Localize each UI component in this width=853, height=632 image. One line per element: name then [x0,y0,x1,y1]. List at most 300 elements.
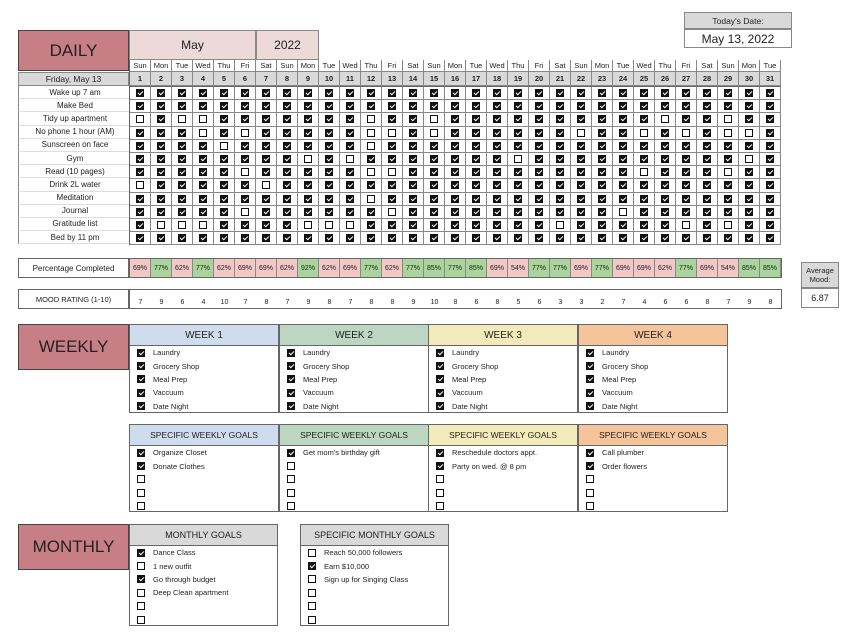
habit-checkbox[interactable] [640,234,648,242]
habit-checkbox[interactable] [283,195,291,203]
habit-checkbox[interactable] [367,89,375,97]
habit-checkbox[interactable] [640,208,648,216]
habit-checkbox[interactable] [514,234,522,242]
habit-checkbox[interactable] [262,142,270,150]
habit-checkbox[interactable] [325,221,333,229]
habit-checkbox[interactable] [745,155,753,163]
habit-checkbox[interactable] [724,208,732,216]
habit-checkbox[interactable] [367,168,375,176]
habit-checkbox[interactable] [493,89,501,97]
task-checkbox[interactable] [586,362,594,370]
habit-checkbox[interactable] [409,181,417,189]
habit-checkbox[interactable] [325,181,333,189]
habit-checkbox[interactable] [619,181,627,189]
habit-checkbox[interactable] [346,181,354,189]
habit-checkbox[interactable] [241,168,249,176]
habit-checkbox[interactable] [472,142,480,150]
habit-checkbox[interactable] [535,142,543,150]
task-checkbox[interactable] [586,389,594,397]
habit-checkbox[interactable] [535,234,543,242]
habit-checkbox[interactable] [409,142,417,150]
goal-checkbox[interactable] [436,502,444,510]
goal-checkbox[interactable] [436,462,444,470]
habit-checkbox[interactable] [535,129,543,137]
habit-checkbox[interactable] [178,89,186,97]
habit-checkbox[interactable] [430,221,438,229]
habit-checkbox[interactable] [283,181,291,189]
habit-checkbox[interactable] [745,234,753,242]
habit-checkbox[interactable] [136,155,144,163]
habit-checkbox[interactable] [304,155,312,163]
habit-checkbox[interactable] [577,115,585,123]
habit-checkbox[interactable] [157,129,165,137]
habit-checkbox[interactable] [535,195,543,203]
habit-checkbox[interactable] [136,168,144,176]
habit-checkbox[interactable] [325,234,333,242]
habit-checkbox[interactable] [619,102,627,110]
habit-checkbox[interactable] [136,115,144,123]
habit-checkbox[interactable] [325,129,333,137]
task-checkbox[interactable] [287,402,295,410]
habit-checkbox[interactable] [178,168,186,176]
habit-checkbox[interactable] [157,115,165,123]
habit-checkbox[interactable] [577,89,585,97]
habit-checkbox[interactable] [556,129,564,137]
habit-checkbox[interactable] [178,234,186,242]
habit-checkbox[interactable] [619,208,627,216]
habit-checkbox[interactable] [304,142,312,150]
habit-checkbox[interactable] [703,115,711,123]
habit-checkbox[interactable] [640,221,648,229]
habit-checkbox[interactable] [199,234,207,242]
habit-checkbox[interactable] [556,142,564,150]
habit-checkbox[interactable] [388,89,396,97]
habit-checkbox[interactable] [619,155,627,163]
habit-checkbox[interactable] [661,234,669,242]
habit-checkbox[interactable] [136,181,144,189]
habit-checkbox[interactable] [388,181,396,189]
habit-checkbox[interactable] [283,168,291,176]
habit-checkbox[interactable] [472,168,480,176]
habit-checkbox[interactable] [514,102,522,110]
task-checkbox[interactable] [137,375,145,383]
task-checkbox[interactable] [287,375,295,383]
habit-checkbox[interactable] [178,155,186,163]
habit-checkbox[interactable] [661,221,669,229]
habit-checkbox[interactable] [556,208,564,216]
habit-checkbox[interactable] [409,89,417,97]
goal-checkbox[interactable] [436,449,444,457]
habit-checkbox[interactable] [493,155,501,163]
monthly-goal-checkbox[interactable] [308,616,316,624]
habit-checkbox[interactable] [304,208,312,216]
habit-checkbox[interactable] [724,142,732,150]
habit-checkbox[interactable] [535,168,543,176]
habit-checkbox[interactable] [514,155,522,163]
habit-checkbox[interactable] [661,102,669,110]
habit-checkbox[interactable] [178,221,186,229]
habit-checkbox[interactable] [346,155,354,163]
habit-checkbox[interactable] [598,155,606,163]
habit-checkbox[interactable] [241,155,249,163]
habit-checkbox[interactable] [745,142,753,150]
habit-checkbox[interactable] [556,234,564,242]
habit-checkbox[interactable] [472,208,480,216]
monthly-goal-checkbox[interactable] [137,616,145,624]
monthly-goal-checkbox[interactable] [137,602,145,610]
habit-checkbox[interactable] [136,208,144,216]
habit-checkbox[interactable] [472,102,480,110]
goal-checkbox[interactable] [287,449,295,457]
habit-checkbox[interactable] [577,234,585,242]
habit-checkbox[interactable] [766,129,774,137]
habit-checkbox[interactable] [409,115,417,123]
habit-checkbox[interactable] [724,129,732,137]
task-checkbox[interactable] [436,389,444,397]
habit-checkbox[interactable] [430,142,438,150]
monthly-goal-checkbox[interactable] [308,602,316,610]
habit-checkbox[interactable] [262,89,270,97]
habit-checkbox[interactable] [262,129,270,137]
goal-checkbox[interactable] [287,462,295,470]
habit-checkbox[interactable] [724,168,732,176]
task-checkbox[interactable] [287,362,295,370]
habit-checkbox[interactable] [535,102,543,110]
habit-checkbox[interactable] [766,181,774,189]
habit-checkbox[interactable] [178,142,186,150]
habit-checkbox[interactable] [535,115,543,123]
habit-checkbox[interactable] [640,195,648,203]
habit-checkbox[interactable] [682,142,690,150]
habit-checkbox[interactable] [430,102,438,110]
task-checkbox[interactable] [436,375,444,383]
habit-checkbox[interactable] [724,155,732,163]
habit-checkbox[interactable] [325,208,333,216]
habit-checkbox[interactable] [577,221,585,229]
habit-checkbox[interactable] [598,89,606,97]
goal-checkbox[interactable] [287,489,295,497]
habit-checkbox[interactable] [157,102,165,110]
habit-checkbox[interactable] [703,168,711,176]
habit-checkbox[interactable] [472,221,480,229]
habit-checkbox[interactable] [514,168,522,176]
habit-checkbox[interactable] [703,142,711,150]
habit-checkbox[interactable] [388,221,396,229]
habit-checkbox[interactable] [409,102,417,110]
habit-checkbox[interactable] [136,221,144,229]
habit-checkbox[interactable] [220,221,228,229]
habit-checkbox[interactable] [556,155,564,163]
habit-checkbox[interactable] [472,115,480,123]
habit-checkbox[interactable] [577,142,585,150]
goal-checkbox[interactable] [137,462,145,470]
habit-checkbox[interactable] [304,115,312,123]
goal-checkbox[interactable] [436,475,444,483]
habit-checkbox[interactable] [409,129,417,137]
habit-checkbox[interactable] [262,168,270,176]
habit-checkbox[interactable] [283,89,291,97]
habit-checkbox[interactable] [556,115,564,123]
habit-checkbox[interactable] [451,234,459,242]
habit-checkbox[interactable] [703,234,711,242]
habit-checkbox[interactable] [262,208,270,216]
habit-checkbox[interactable] [682,234,690,242]
habit-checkbox[interactable] [703,208,711,216]
habit-checkbox[interactable] [136,129,144,137]
goal-checkbox[interactable] [137,449,145,457]
habit-checkbox[interactable] [430,195,438,203]
habit-checkbox[interactable] [514,115,522,123]
habit-checkbox[interactable] [220,129,228,137]
habit-checkbox[interactable] [409,208,417,216]
goal-checkbox[interactable] [586,475,594,483]
task-checkbox[interactable] [137,362,145,370]
habit-checkbox[interactable] [619,129,627,137]
habit-checkbox[interactable] [682,89,690,97]
habit-checkbox[interactable] [535,89,543,97]
habit-checkbox[interactable] [493,195,501,203]
habit-checkbox[interactable] [346,168,354,176]
habit-checkbox[interactable] [262,221,270,229]
task-checkbox[interactable] [586,402,594,410]
habit-checkbox[interactable] [493,102,501,110]
habit-checkbox[interactable] [703,221,711,229]
habit-checkbox[interactable] [493,129,501,137]
habit-checkbox[interactable] [745,181,753,189]
habit-checkbox[interactable] [283,129,291,137]
habit-checkbox[interactable] [304,168,312,176]
habit-checkbox[interactable] [367,142,375,150]
habit-checkbox[interactable] [388,155,396,163]
habit-checkbox[interactable] [535,221,543,229]
habit-checkbox[interactable] [682,102,690,110]
habit-checkbox[interactable] [598,142,606,150]
habit-checkbox[interactable] [451,115,459,123]
habit-checkbox[interactable] [661,142,669,150]
habit-checkbox[interactable] [472,89,480,97]
habit-checkbox[interactable] [388,208,396,216]
habit-checkbox[interactable] [367,181,375,189]
habit-checkbox[interactable] [178,181,186,189]
habit-checkbox[interactable] [745,221,753,229]
habit-checkbox[interactable] [430,89,438,97]
habit-checkbox[interactable] [724,221,732,229]
habit-checkbox[interactable] [598,102,606,110]
goal-checkbox[interactable] [287,502,295,510]
habit-checkbox[interactable] [409,168,417,176]
habit-checkbox[interactable] [220,89,228,97]
habit-checkbox[interactable] [262,115,270,123]
habit-checkbox[interactable] [451,168,459,176]
habit-checkbox[interactable] [640,168,648,176]
habit-checkbox[interactable] [619,115,627,123]
habit-checkbox[interactable] [661,115,669,123]
habit-checkbox[interactable] [178,102,186,110]
habit-checkbox[interactable] [241,89,249,97]
habit-checkbox[interactable] [556,168,564,176]
habit-checkbox[interactable] [220,208,228,216]
habit-checkbox[interactable] [409,195,417,203]
task-checkbox[interactable] [586,375,594,383]
goal-checkbox[interactable] [586,462,594,470]
habit-checkbox[interactable] [745,89,753,97]
habit-checkbox[interactable] [346,234,354,242]
habit-checkbox[interactable] [598,195,606,203]
habit-checkbox[interactable] [619,89,627,97]
habit-checkbox[interactable] [556,102,564,110]
habit-checkbox[interactable] [367,129,375,137]
habit-checkbox[interactable] [451,208,459,216]
habit-checkbox[interactable] [724,181,732,189]
habit-checkbox[interactable] [220,168,228,176]
habit-checkbox[interactable] [661,155,669,163]
habit-checkbox[interactable] [472,129,480,137]
habit-checkbox[interactable] [220,142,228,150]
habit-checkbox[interactable] [220,181,228,189]
habit-checkbox[interactable] [262,155,270,163]
habit-checkbox[interactable] [262,195,270,203]
habit-checkbox[interactable] [514,142,522,150]
habit-checkbox[interactable] [682,221,690,229]
habit-checkbox[interactable] [703,155,711,163]
habit-checkbox[interactable] [703,181,711,189]
habit-checkbox[interactable] [745,195,753,203]
habit-checkbox[interactable] [241,102,249,110]
habit-checkbox[interactable] [346,115,354,123]
habit-checkbox[interactable] [598,208,606,216]
habit-checkbox[interactable] [388,129,396,137]
habit-checkbox[interactable] [577,208,585,216]
habit-checkbox[interactable] [346,208,354,216]
habit-checkbox[interactable] [199,221,207,229]
habit-checkbox[interactable] [199,115,207,123]
habit-checkbox[interactable] [220,234,228,242]
habit-checkbox[interactable] [304,181,312,189]
habit-checkbox[interactable] [556,89,564,97]
habit-checkbox[interactable] [766,208,774,216]
habit-checkbox[interactable] [493,234,501,242]
habit-checkbox[interactable] [430,181,438,189]
monthly-goal-checkbox[interactable] [137,549,145,557]
habit-checkbox[interactable] [682,115,690,123]
habit-checkbox[interactable] [346,129,354,137]
habit-checkbox[interactable] [304,221,312,229]
habit-checkbox[interactable] [766,115,774,123]
habit-checkbox[interactable] [745,102,753,110]
goal-checkbox[interactable] [586,502,594,510]
habit-checkbox[interactable] [157,168,165,176]
habit-checkbox[interactable] [157,89,165,97]
monthly-goal-checkbox[interactable] [308,589,316,597]
habit-checkbox[interactable] [619,221,627,229]
habit-checkbox[interactable] [304,234,312,242]
habit-checkbox[interactable] [703,195,711,203]
habit-checkbox[interactable] [682,208,690,216]
habit-checkbox[interactable] [241,234,249,242]
habit-checkbox[interactable] [220,155,228,163]
goal-checkbox[interactable] [137,489,145,497]
habit-checkbox[interactable] [766,221,774,229]
habit-checkbox[interactable] [724,115,732,123]
habit-checkbox[interactable] [598,234,606,242]
habit-checkbox[interactable] [724,195,732,203]
habit-checkbox[interactable] [661,168,669,176]
habit-checkbox[interactable] [220,102,228,110]
habit-checkbox[interactable] [703,129,711,137]
habit-checkbox[interactable] [451,129,459,137]
task-checkbox[interactable] [436,349,444,357]
habit-checkbox[interactable] [640,155,648,163]
habit-checkbox[interactable] [724,102,732,110]
habit-checkbox[interactable] [766,155,774,163]
task-checkbox[interactable] [137,402,145,410]
habit-checkbox[interactable] [346,102,354,110]
habit-checkbox[interactable] [241,115,249,123]
habit-checkbox[interactable] [388,168,396,176]
habit-checkbox[interactable] [703,102,711,110]
habit-checkbox[interactable] [766,89,774,97]
habit-checkbox[interactable] [493,181,501,189]
habit-checkbox[interactable] [325,155,333,163]
habit-checkbox[interactable] [157,155,165,163]
habit-checkbox[interactable] [640,115,648,123]
habit-checkbox[interactable] [283,208,291,216]
habit-checkbox[interactable] [703,89,711,97]
habit-checkbox[interactable] [514,181,522,189]
task-checkbox[interactable] [436,402,444,410]
habit-checkbox[interactable] [451,195,459,203]
habit-checkbox[interactable] [619,142,627,150]
habit-checkbox[interactable] [514,195,522,203]
habit-checkbox[interactable] [577,102,585,110]
habit-checkbox[interactable] [430,115,438,123]
habit-checkbox[interactable] [367,195,375,203]
habit-checkbox[interactable] [346,221,354,229]
habit-checkbox[interactable] [556,195,564,203]
habit-checkbox[interactable] [157,142,165,150]
habit-checkbox[interactable] [598,221,606,229]
habit-checkbox[interactable] [346,195,354,203]
habit-checkbox[interactable] [199,195,207,203]
habit-checkbox[interactable] [409,221,417,229]
habit-checkbox[interactable] [199,142,207,150]
habit-checkbox[interactable] [409,155,417,163]
habit-checkbox[interactable] [451,181,459,189]
habit-checkbox[interactable] [283,102,291,110]
task-checkbox[interactable] [287,389,295,397]
habit-checkbox[interactable] [745,129,753,137]
task-checkbox[interactable] [287,349,295,357]
task-checkbox[interactable] [137,349,145,357]
habit-checkbox[interactable] [661,208,669,216]
habit-checkbox[interactable] [556,221,564,229]
habit-checkbox[interactable] [745,208,753,216]
habit-checkbox[interactable] [199,89,207,97]
habit-checkbox[interactable] [346,89,354,97]
habit-checkbox[interactable] [136,195,144,203]
habit-checkbox[interactable] [472,234,480,242]
habit-checkbox[interactable] [283,155,291,163]
habit-checkbox[interactable] [241,142,249,150]
habit-checkbox[interactable] [472,181,480,189]
habit-checkbox[interactable] [178,195,186,203]
habit-checkbox[interactable] [514,129,522,137]
habit-checkbox[interactable] [661,181,669,189]
habit-checkbox[interactable] [430,129,438,137]
habit-checkbox[interactable] [283,234,291,242]
habit-checkbox[interactable] [766,102,774,110]
habit-checkbox[interactable] [451,102,459,110]
